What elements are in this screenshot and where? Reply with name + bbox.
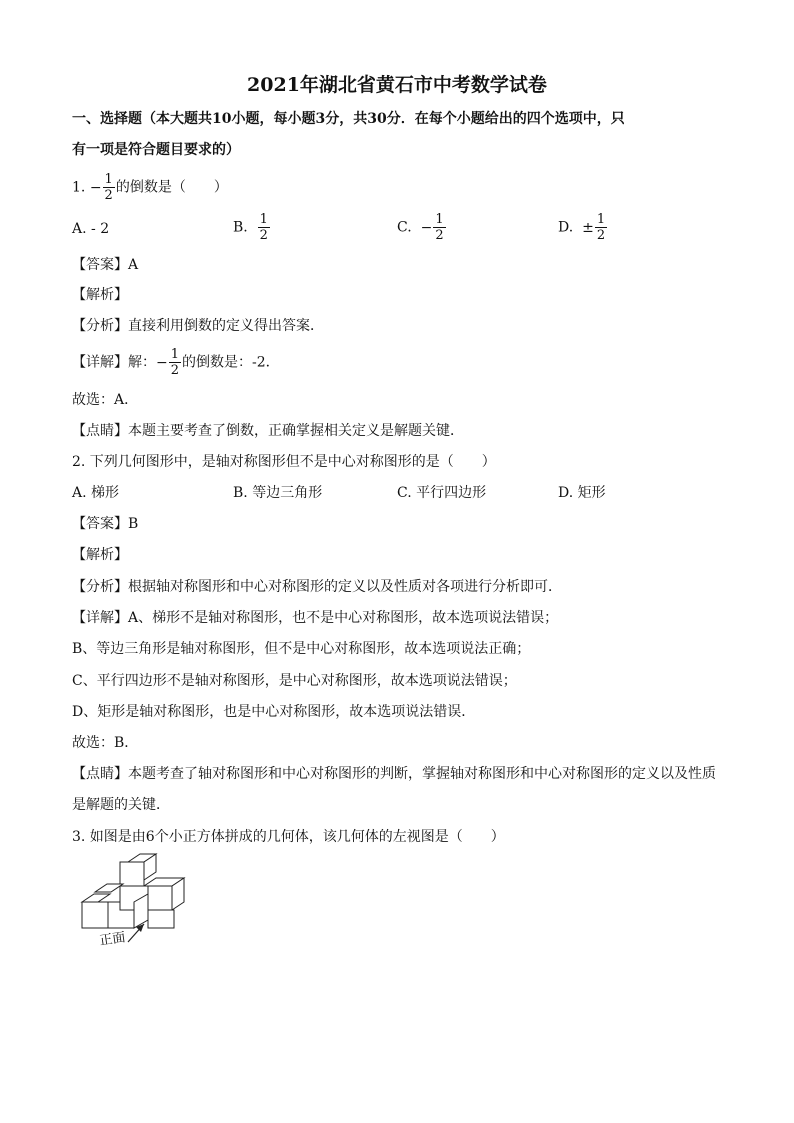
option-d: D. ± $\frac{1}{2}$ [558,212,606,243]
option-d: D. 矩形 [558,485,606,501]
fraction: $\frac{1}{2}$ [259,212,268,243]
option-a: A. 梯形 [72,485,120,501]
cube-figure [78,850,198,955]
option-c: C. 平行四边形 [397,485,487,501]
fenxi-text: 【分析】根据轴对称图形和中心对称图形的定义以及性质对各项进行分析即可． [72,579,562,595]
section-heading-line1: 一、选择题（本大题共10小题，每小题3分，共30分．在每个小题给出的四个选项中，只 [72,111,625,127]
question-1-stem [72,172,228,203]
option-b: B. 等边三角形 [233,485,323,501]
choose-text: 故选：A． [72,392,139,408]
option-a: A. - 2 [72,221,110,237]
question-1-stem-text: 的倒数是（ ） [115,179,228,196]
analysis-label: 【解析】 [72,287,128,303]
section-heading-line2: 有一项是符合题目要求的） [72,142,240,158]
option-c: C. − $\frac{1}{2}$ [397,212,444,243]
analysis-label: 【解析】 [72,547,128,563]
choose-text: 故选：B． [72,735,139,751]
comment-line2: 是解题的关键． [72,797,170,813]
detail-a-text: 【详解】A、梯形不是轴对称图形，也不是中心对称图形，故本选项说法错误； [72,610,559,626]
detail-d-text: D、矩形是轴对称图形，也是中心对称图形，故本选项说法错误． [72,704,476,720]
answer-label: 【答案】B [72,516,139,532]
question-3-stem: 3. 如图是由6个小正方体拼成的几何体，该几何体的左视图是（ ） [72,829,505,845]
fraction: $\frac{1}{2}$ [596,212,606,243]
question-2-stem: 2. 下列几何图形中，是轴对称图形但不是中心对称图形的是（ ） [72,454,496,470]
page-title: 2021年湖北省黄石市中考数学试卷 [247,74,547,96]
detail-text: 【详解】解：− $\frac{1}{2}$ 的倒数是：-2． [72,347,280,378]
answer-label: 【答案】A [72,257,139,273]
minus-sign: − [89,179,102,196]
fraction: $\frac{1}{2}$ [435,212,444,243]
detail-b-text: B、等边三角形是轴对称图形，但不是中心对称图形，故本选项说法正确； [72,641,531,657]
comment-text: 【点睛】本题主要考查了倒数，正确掌握相关定义是解题关键． [72,423,464,439]
question-1-number: 1. [72,179,86,196]
figure-label: 正面 [98,930,127,949]
detail-c-text: C、平行四边形不是轴对称图形，是中心对称图形，故本选项说法错误； [72,673,517,689]
option-b: B. $\frac{1}{2}$ [233,212,268,243]
fenxi-text: 【分析】直接利用倒数的定义得出答案． [72,318,324,334]
fraction: $\frac{1}{2}$ [170,347,180,378]
fraction: $\frac{1}{2}$ [104,172,113,203]
comment-line1: 【点睛】本题考查了轴对称图形和中心对称图形的判断，掌握轴对称图形和中心对称图形的定义以及性质 [72,766,716,782]
